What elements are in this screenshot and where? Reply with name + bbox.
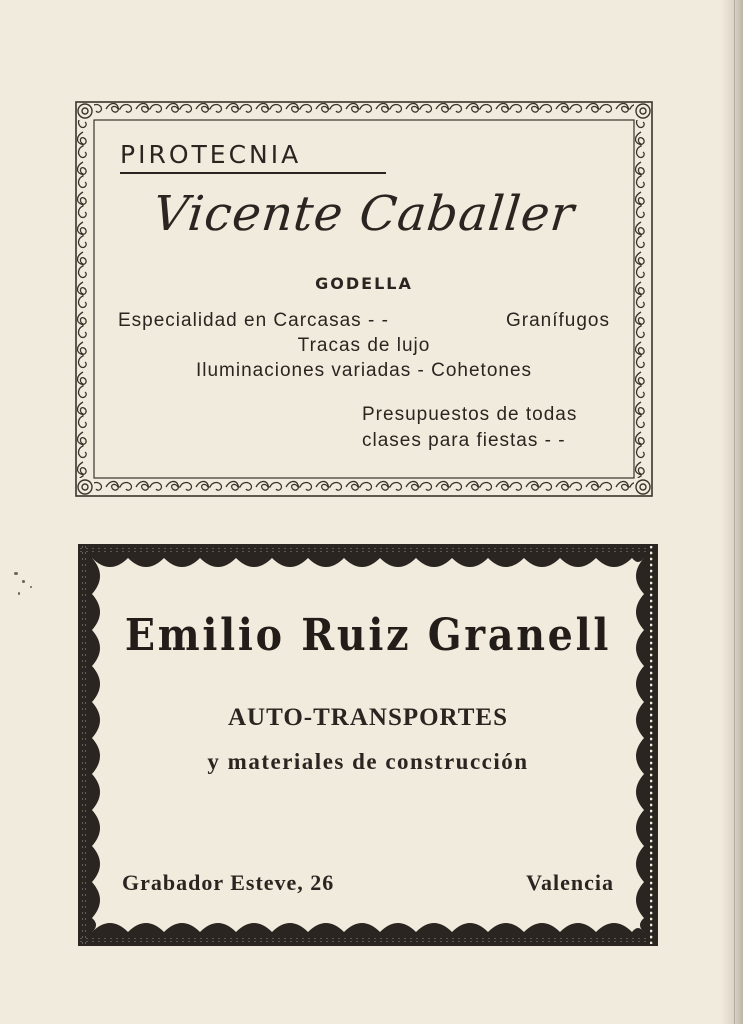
- quote-line: clases para fiestas - -: [362, 430, 566, 451]
- ad-category-heading: PIROTECNIA: [120, 140, 302, 169]
- page-edge-line: [734, 0, 735, 1024]
- specialty-text-right: Granífugos: [506, 310, 610, 331]
- business-town: GODELLA: [315, 274, 413, 293]
- page-edge-shadow: [721, 0, 743, 1024]
- quote-line: Presupuestos de todas: [362, 404, 578, 425]
- business-name: Emilio Ruiz Granell: [124, 610, 612, 661]
- specialty-text: Especialidad en Carcasas - -: [118, 310, 389, 331]
- product-line: Iluminaciones variadas - Cohetones: [195, 360, 533, 381]
- ad-pirotecnia: [74, 100, 654, 498]
- ad-transportes: [78, 544, 658, 946]
- business-city: Valencia: [526, 870, 614, 895]
- business-service-detail: y materiales de construcción: [207, 749, 529, 774]
- specialty-line: [118, 310, 610, 332]
- business-name: Vicente Caballer: [150, 186, 578, 242]
- product-line: Tracas de lujo: [297, 335, 431, 356]
- heading-underline: [120, 172, 386, 174]
- paper-speck: [14, 572, 18, 575]
- paper-speck: [18, 592, 20, 595]
- paper-speck: [22, 580, 25, 583]
- business-service: AUTO-TRANSPORTES: [228, 704, 508, 731]
- business-address: Grabador Esteve, 26: [122, 870, 335, 895]
- paper-speck: [30, 586, 32, 588]
